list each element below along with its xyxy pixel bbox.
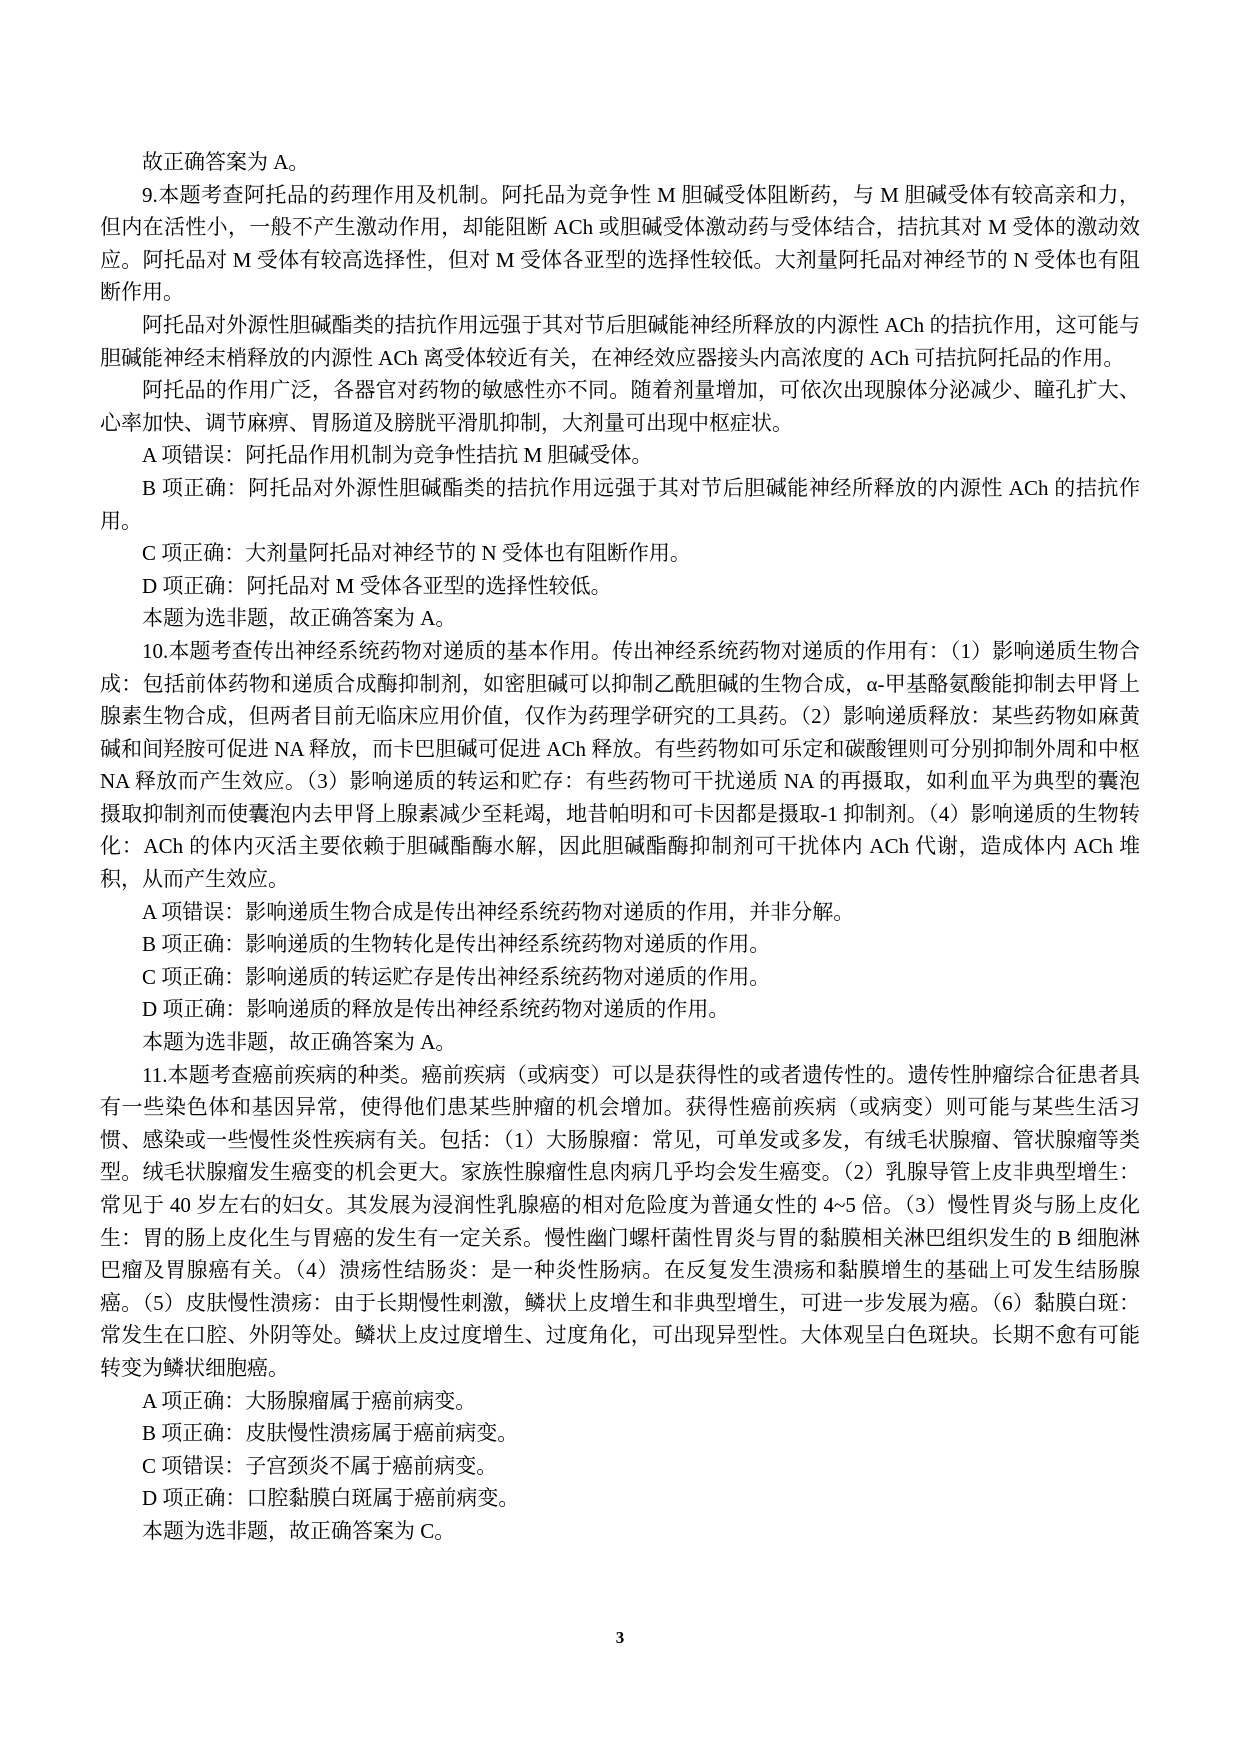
page-number: 3 <box>615 1628 625 1647</box>
paragraph: C 项正确：影响递质的转运贮存是传出神经系统药物对递质的作用。 <box>142 964 771 989</box>
paragraph: C 项正确：大剂量阿托品对神经节的 N 受体也有阻断作用。 <box>142 541 691 566</box>
paragraph: B 项正确：皮肤慢性溃疡属于癌前病变。 <box>142 1421 519 1446</box>
paragraph: C 项错误：子宫颈炎不属于癌前病变。 <box>142 1453 498 1478</box>
paragraph: A 项错误：阿托品作用机制为竞争性拮抗 M 胆碱受体。 <box>142 443 653 468</box>
paragraph: 本题为选非题，故正确答案为 C。 <box>142 1518 456 1543</box>
paragraph: A 项正确：大肠腺瘤属于癌前病变。 <box>142 1388 477 1413</box>
paragraph: 阿托品对外源性胆碱酯类的拮抗作用远强于其对节后胆碱能神经所释放的内源性 ACh 的拮抗作用，这可能与胆碱能神经末梢释放的内源性 ACh 离受体较近有关，在神经效应器接头内高浓度的 ACh 可拮抗阿托品的作用。 <box>100 312 1140 370</box>
paragraph: 本题为选非题，故正确答案为 A。 <box>142 606 457 631</box>
paragraph: D 项正确：阿托品对 M 受体各亚型的选择性较低。 <box>142 573 612 598</box>
paragraph: D 项正确：口腔黏膜白斑属于癌前病变。 <box>142 1486 520 1511</box>
paragraph: B 项正确：影响递质的生物转化是传出神经系统药物对递质的作用。 <box>142 932 771 957</box>
document-body <box>100 146 1140 1548</box>
paragraph: 阿托品的作用广泛，各器官对药物的敏感性亦不同。随着剂量增加，可依次出现腺体分泌减少、瞳孔扩大、心率加快、调节麻痹、胃肠道及膀胱平滑肌抑制，大剂量可出现中枢症状。 <box>100 378 1140 435</box>
paragraph: B 项正确：阿托品对外源性胆碱酯类的拮抗作用远强于其对节后胆碱能神经所释放的内源性 ACh 的拮抗作用。 <box>100 475 1140 533</box>
paragraph: 本题为选非题，故正确答案为 A。 <box>142 1030 457 1055</box>
paragraph: 故正确答案为 A。 <box>142 150 310 174</box>
paragraph: 11.本题考查癌前疾病的种类。癌前疾病（或病变）可以是获得性的或者遗传性的。遗传性肿瘤综合征患者具有一些染色体和基因异常，使得他们患某些肿瘤的机会增加。获得性癌前疾病（或病变）则可能与某些生活习惯、感染或一些慢性炎性疾病有关。包括：（1）大肠腺瘤：常见，可单发或多发，有绒毛状腺瘤、管状腺瘤等类型。绒毛状腺瘤发生癌变的机会更大。家族性腺瘤性息肉病几乎均会发生癌变。（2）乳腺导管上皮非典型增生：常见于 40 岁左右的妇女。其发展为浸润性乳腺癌的相对危险度为普通女性的 4~5 倍。（3）慢性胃炎与肠上皮化生：胃的肠上皮化生与胃癌的发生有一定关系。慢性幽门螺杆菌性胃炎与胃的黏膜相关淋巴组织发生的 B 细胞淋巴瘤及胃腺癌有关。（4）溃疡性结肠炎：是一种炎性肠病。在反复发生溃疡和黏膜增生的基础上可发生结肠腺癌。（5）皮肤慢性溃疡：由于长期慢性刺激，鳞状上皮增生和非典型增生，可进一步发展为癌。（6）黏膜白斑：常发生在口腔、外阴等处。鳞状上皮过度增生、过度角化，可出现异型性。大体观呈白色斑块。长期不愈有可能转变为鳞状细胞癌。 <box>100 1062 1140 1380</box>
paragraph: 10.本题考查传出神经系统药物对递质的基本作用。传出神经系统药物对递质的作用有：（1）影响递质生物合成：包括前体药物和递质合成酶抑制剂，如密胆碱可以抑制乙酰胆碱的生物合成，α-甲基酪氨酸能抑制去甲肾上腺素生物合成，但两者目前无临床应用价值，仅作为药理学研究的工具药。（2）影响递质释放：某些药物如麻黄碱和间羟胺可促进 NA 释放，而卡巴胆碱可促进 ACh 释放。有些药物如可乐定和碳酸锂则可分别抑制外周和中枢 NA 释放而产生效应。（3）影响递质的转运和贮存：有些药物可干扰递质 NA 的再摄取，如利血平为典型的囊泡摄取抑制剂而使囊泡内去甲肾上腺素减少至耗竭，地昔帕明和可卡因都是摄取-1 抑制剂。（4）影响递质的生物转化：ACh 的体内灭活主要依赖于胆碱酯酶水解，因此胆碱酯酶抑制剂可干扰体内 ACh 代谢，造成体内 ACh 堆积，从而产生效应。 <box>100 638 1140 892</box>
paragraph: D 项正确：影响递质的释放是传出神经系统药物对递质的作用。 <box>142 997 730 1022</box>
paragraph: 9.本题考查阿托品的药理作用及机制。阿托品为竞争性 M 胆碱受体阻断药，与 M 胆碱受体有较高亲和力，但内在活性小，一般不产生激动作用，却能阻断 ACh 或胆碱受体激动药与受体结合，拮抗其对 M 受体的激动效应。阿托品对 M 受体有较高选择性，但对 M 受体各亚型的选择性较低。大剂量阿托品对神经节的 N 受体也有阻断作用。 <box>100 182 1140 305</box>
paragraph: A 项错误：影响递质生物合成是传出神经系统药物对递质的作用，并非分解。 <box>142 899 855 924</box>
